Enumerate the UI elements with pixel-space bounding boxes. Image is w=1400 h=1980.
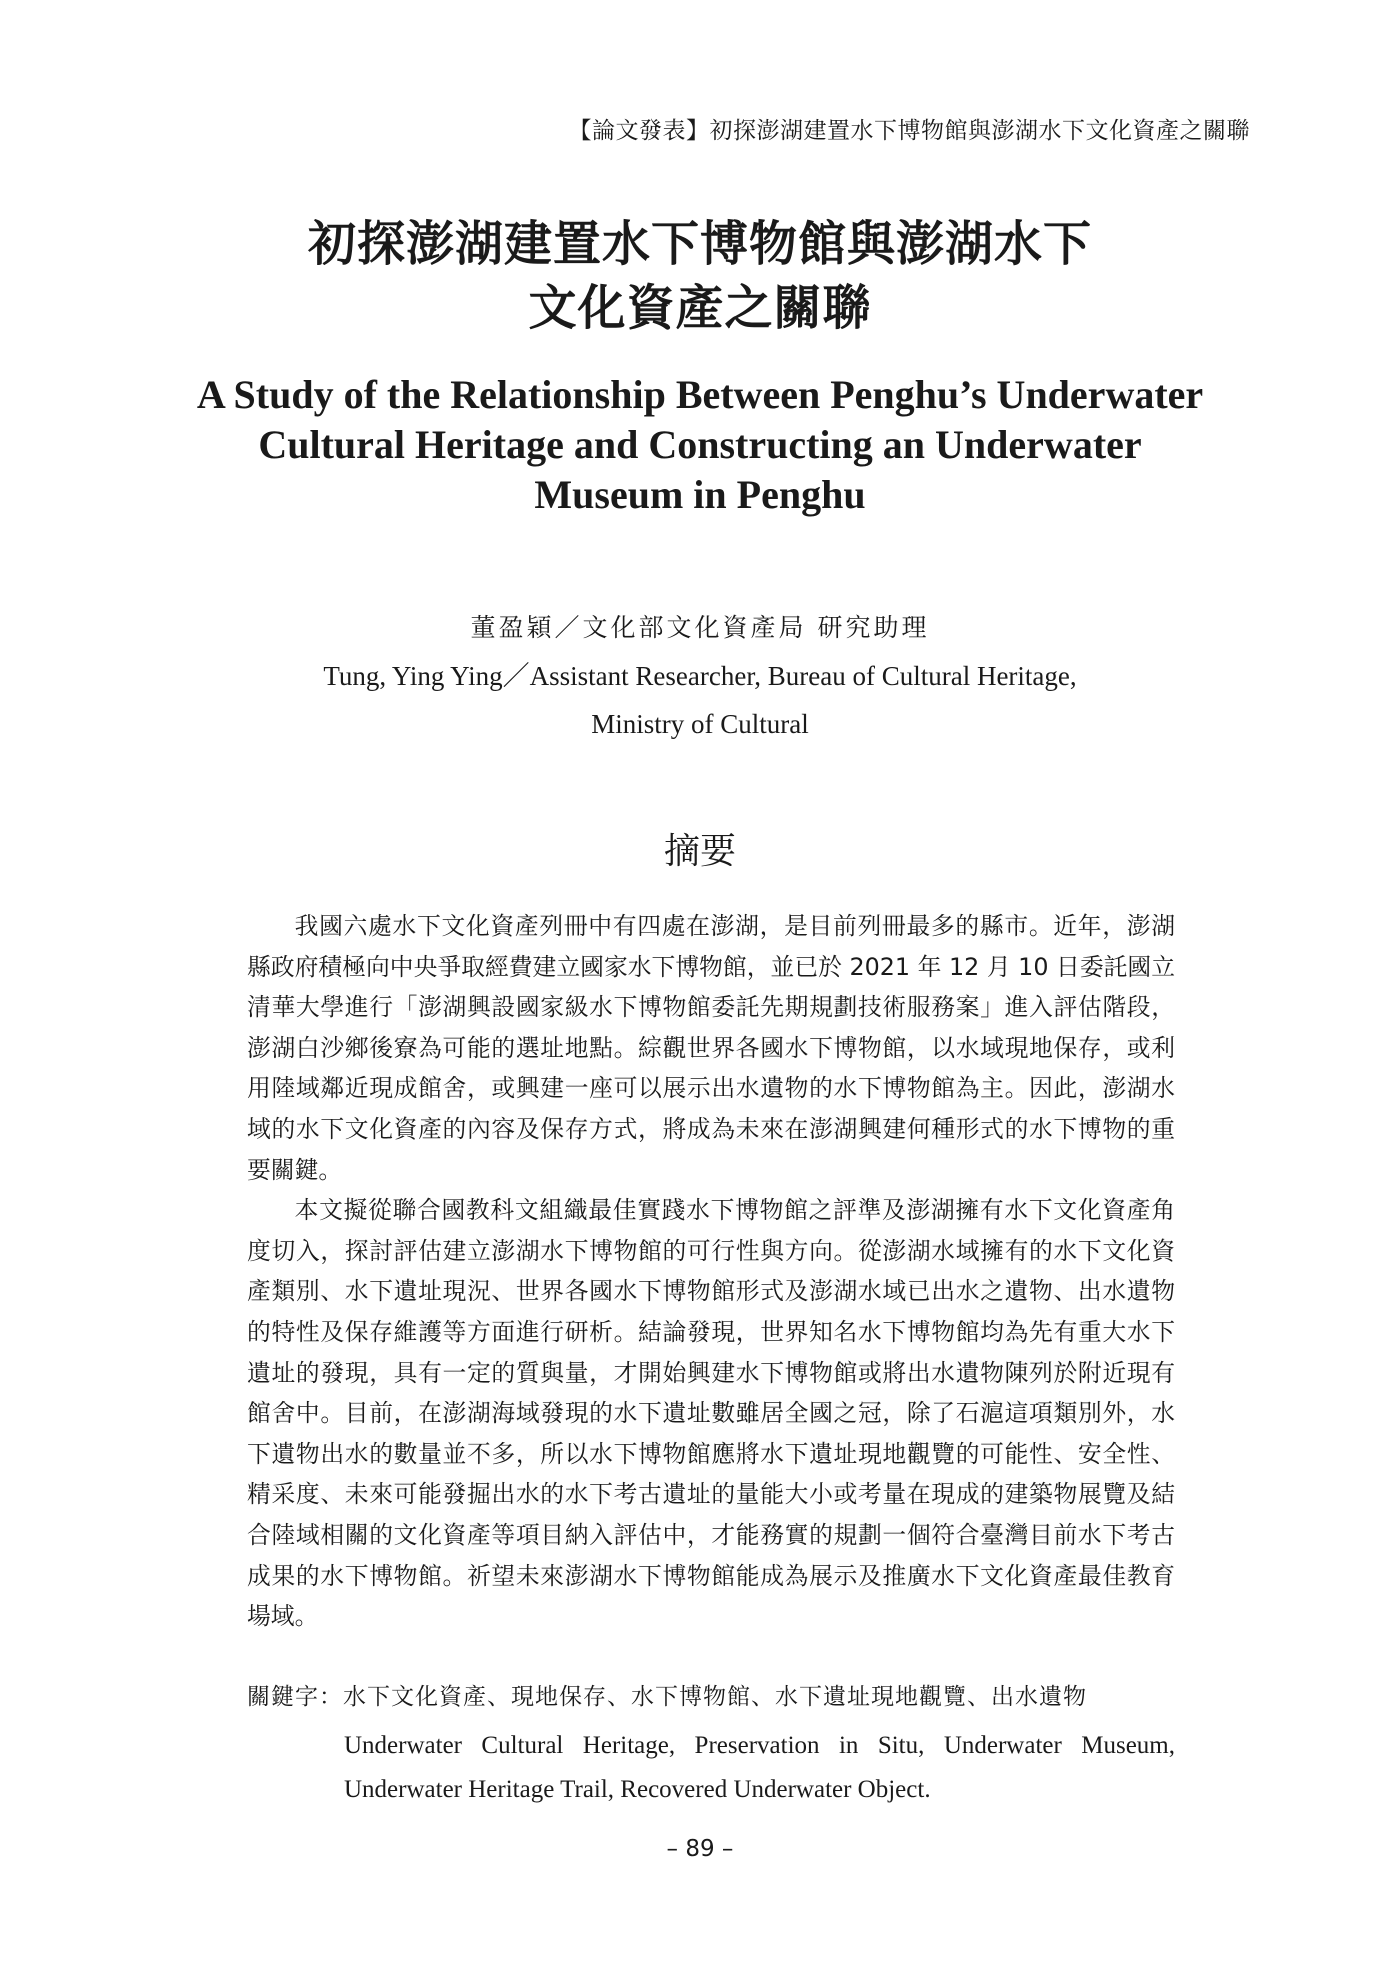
author-english-line-2: Ministry of Cultural: [591, 709, 809, 739]
keywords-chinese: 水下文化資產、現地保存、水下博物館、水下遺址現地觀覽、出水遺物: [343, 1684, 1087, 1710]
keywords-section: [247, 1678, 1175, 1812]
chinese-title-line-2: 文化資產之關聯: [528, 280, 872, 336]
author-english: [0, 652, 1400, 748]
english-title-line-1: A Study of the Relationship Between Penghu’s Underwater: [196, 372, 1204, 417]
english-title-line-2: Cultural Heritage and Constructing an Underwater: [258, 422, 1142, 467]
keywords-english-line-2: Underwater Heritage Trail, Recovered Underwater Object.: [344, 1776, 931, 1803]
chinese-title-line-1: 初探澎湖建置水下博物館與澎湖水下: [307, 216, 1092, 272]
page-number: – 89 –: [666, 1836, 734, 1862]
abstract-paragraph-1: 我國六處水下文化資產列冊中有四處在澎湖，是目前列冊最多的縣市。近年，澎湖縣政府積極向中央爭取經費建立國家水下博物館，並已於 2021 年 12 月 10 日委託國立清華大學進行「澎湖興設國家級水下博物館委託先期規劃技術服務案」進入評估階段，澎湖白沙鄉後寮為可能的選址地點。綜觀世界各國水下博物館，以水域現地保存，或利用陸域鄰近現成館舍，或興建一座可以展示出水遺物的水下博物館為主。因此，澎湖水域的水下文化資產的內容及保存方式，將成為未來在澎湖興建何種形式的水下博物的重要關鍵。: [247, 912, 1176, 1184]
abstract-body: [247, 906, 1175, 1637]
abstract-paragraph-2: 本文擬從聯合國教科文組織最佳實踐水下博物館之評準及澎湖擁有水下文化資產角度切入，探討評估建立澎湖水下博物館的可行性與方向。從澎湖水域擁有的水下文化資產類別、水下遺址現況、世界各國水下博物館形式及澎湖水域已出水之遺物、出水遺物的特性及保存維護等方面進行研析。結論發現，世界知名水下博物館均為先有重大水下遺址的發現，具有一定的質與量，才開始興建水下博物館或將出水遺物陳列於附近現有館舍中。目前，在澎湖海域發現的水下遺址數雖居全國之冠，除了石滬這項類別外，水下遺物出水的數量並不多，所以水下博物館應將水下遺址現地觀覽的可能性、安全性、精采度、未來可能發掘出水的水下考古遺址的量能大小或考量在現成的建築物展覽及結合陸域相關的文化資產等項目納入評估中，才能務實的規劃一個符合臺灣目前水下考古成果的水下博物館。祈望未來澎湖水下博物館能成為展示及推廣水下文化資產最佳教育場域。: [247, 1196, 1175, 1631]
running-header: 【論文發表】初探澎湖建置水下博物館與澎湖水下文化資產之關聯: [568, 118, 1250, 144]
chinese-title: [0, 212, 1400, 340]
author-english-line-1: Tung, Ying Ying／Assistant Researcher, Bureau of Cultural Heritage,: [323, 661, 1077, 691]
english-title-line-3: Museum in Penghu: [534, 472, 866, 517]
keywords-english: [344, 1724, 1175, 1812]
abstract-heading: 摘要: [663, 831, 736, 872]
english-title: [0, 370, 1400, 520]
keywords-chinese-row: [247, 1678, 1175, 1714]
keywords-english-line-1: Underwater Cultural Heritage, Preservation in Situ, Underwater Museum,: [344, 1732, 1175, 1759]
author-chinese: 董盈穎／文化部文化資產局 研究助理: [470, 613, 930, 642]
keywords-label: 關鍵字：: [247, 1684, 343, 1710]
